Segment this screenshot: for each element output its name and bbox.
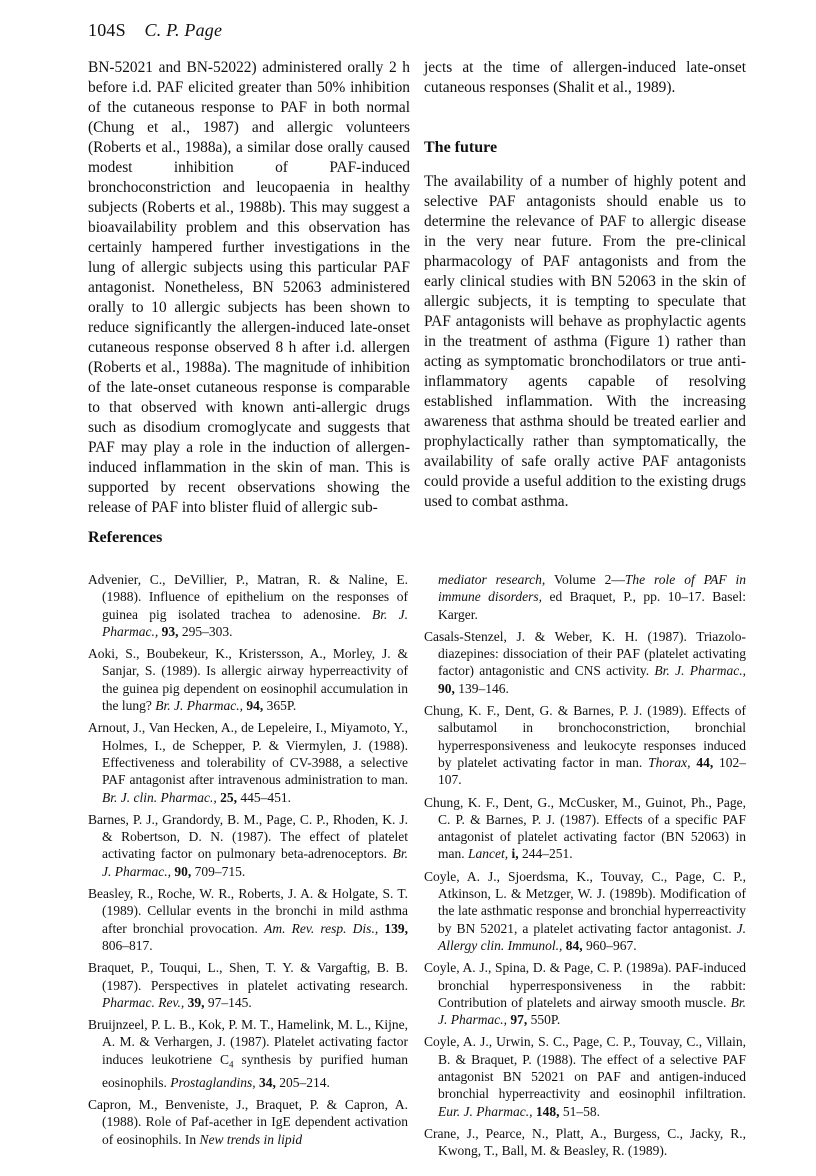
right-body-column <box>424 58 746 512</box>
body-paragraph: BN-52021 and BN-52022) administered orally 2 h before i.d. PAF elicited greater than 50% inhibition of the cutaneous response to PAF in both normal (Chung et al., 1987) and allergic volunteers (Roberts et al., 1988a), a similar dose orally caused modest inhibition of PAF-induced bronchoconstriction and leucopaenia in healthy subjects (Roberts et al., 1988b). This may suggest a bioavailability problem and this observation has certainly hampered further investigations in the lung of allergic subjects using this particular PAF antagonist. Nonetheless, BN 52063 administered orally to 10 allergic subjects has been shown to reduce significantly the allergen-induced late-onset cutaneous response observed 8 h after i.d. allergen (Roberts et al., 1988a). The magnitude of inhibition of the late-onset cutaneous response is comparable to that observed with known anti-allergic drugs such as disodium cromoglycate and suggests that PAF may play a role in the induction of allergen-induced inflammation in the skin of man. This is supported by recent observations showing the release of PAF into blister fluid of allergic sub- <box>88 59 410 516</box>
reference-entry: Chung, K. F., Dent, G. & Barnes, P. J. (1989). Effects of salbutamol in bronchoconstriction, bronchial hyperresponsiveness and leukocyte responses induced by platelet activating factor in man. Thorax, 44, 102–107. <box>424 703 747 788</box>
reference-entry: Casals-Stenzel, J. & Weber, K. H. (1987). Triazolo-diazepines: dissociation of their PAF (platelet activating factor) antagonistic and CNS activity. Br. J. Pharmac., 90, 139–146. <box>424 628 746 696</box>
reference-entry: Barnes, P. J., Grandordy, B. M., Page, C. P., Rhoden, K. J. & Robertson, D. N. (1987). The effect of platelet activating factor on pulmonary beta-adrenoceptors. Br. J. Pharmac., 90, 709–715. <box>88 811 409 879</box>
future-paragraph: The availability of a number of highly potent and selective PAF antagonists should enable us to determine the relevance of PAF to allergic disease in the very near future. From the pre-clinical pharmacology of PAF antagonists and from the early clinical studies with BN 52063 in the skin of allergic subjects, it is tempting to speculate that PAF antagonists will behave as prophylactic agents in the treatment of asthma (Figure 1) rather than acting as symptomatic bronchodilators or true anti-inflammatory agents capable of resolving established inflammation. With the increasing awareness that asthma should be treated earlier and prophylactically rather than symptomatically, the availability of safe orally active PAF antagonists could provide a useful addition to the existing drugs used to combat asthma. <box>424 173 746 510</box>
reference-entry: Coyle, A. J., Sjoerdsma, K., Touvay, C., Page, C. P., Atkinson, L. & Metzger, W. J. (1989b). Modification of the late asthmatic response and bronchial hyperreactivity by BN 52021, a platelet activating factor antagonist. J. Allergy clin. Immunol., 84, 960–967. <box>424 868 747 953</box>
page-number: 104S <box>88 20 126 40</box>
references-left-column <box>88 571 408 1153</box>
running-header <box>88 20 222 41</box>
reference-entry: Aoki, S., Boubekeur, K., Kristersson, A., Morley, J. & Sanjar, S. (1989). Is allergic airway hyperreactivity of the guinea pig dependent on eosinophil accumulation in the lung? Br. J. Pharmac., 94, 365P. <box>88 646 408 714</box>
left-body-column <box>88 58 410 518</box>
reference-entry: Capron, M., Benveniste, J., Braquet, P. & Capron, A. (1988). Role of Paf-acether in IgE dependent activation of eosinophils. In New trends in lipid <box>88 1097 408 1147</box>
section-heading-future: The future <box>424 139 498 156</box>
running-author: C. P. Page <box>144 20 223 40</box>
reference-entry: Advenier, C., DeVillier, P., Matran, R. & Naline, E. (1988). Influence of epithelium on the responses of guinea pig isolated trachea to adenosine. Br. J. Pharmac., 93, 295–303. <box>88 572 409 639</box>
reference-entry: Chung, K. F., Dent, G., McCusker, M., Guinot, Ph., Page, C. P. & Barnes, P. J. (1987). Effects of a specific PAF antagonist of platelet activating factor (BN 52063) in man. Lancet, i, 244–251. <box>424 794 746 862</box>
reference-entry-continuation: mediator research, Volume 2—The role of PAF in immune disorders, ed Braquet, P., pp. 10–17. Basel: Karger. <box>438 572 747 622</box>
reference-entry: Crane, J., Pearce, N., Platt, A., Burgess, C., Jacky, R., Kwong, T., Ball, M. & Beasley, R. (1989). <box>424 1125 746 1159</box>
reference-entry: Beasley, R., Roche, W. R., Roberts, J. A. & Holgate, S. T. (1989). Cellular events in the bronchi in mild asthma after bronchial provocation. Am. Rev. resp. Dis., 139, 806–817. <box>88 886 408 953</box>
references-right-column <box>424 571 746 1165</box>
reference-entry: Braquet, P., Touqui, L., Shen, T. Y. & Vargaftig, B. B. (1987). Perspectives in platelet activating research. Pharmac. Rev., 39, 97–145. <box>88 960 408 1010</box>
references-heading: References <box>88 529 163 546</box>
reference-entry: Coyle, A. J., Urwin, S. C., Page, C. P., Touvay, C., Villain, B. & Braquet, P. (1988). The effect of a selective PAF antagonist BN 52021 on PAF and antigen-induced bronchial hyperreactivity and eosinophil infiltration. Eur. J. Pharmac., 148, 51–58. <box>424 1034 746 1119</box>
body-paragraph-continuation: jects at the time of allergen-induced late-onset cutaneous responses (Shalit et al., 1989). <box>424 59 746 96</box>
reference-entry: Bruijnzeel, P. L. B., Kok, P. M. T., Hamelink, M. L., Kijne, A. M. & Verhargen, J. (1987). Platelet activating factor induces leukotriene $C_4$ synthesis by purified human eosinophils. Prostaglandins, 34, 205–214. <box>88 1017 408 1090</box>
reference-entry: Coyle, A. J., Spina, D. & Page, C. P. (1989a). PAF-induced bronchial hyperresponsiveness in the rabbit: Contribution of platelets and airway smooth muscle. Br. J. Pharmac., 97, 550P. <box>424 960 747 1028</box>
reference-entry: Arnout, J., Van Hecken, A., de Lepeleire, I., Miyamoto, Y., Holmes, I., de Schepper, P. & Viermylen, J. (1988). Effectiveness and tolerability of CV-3988, a selective PAF antagonist after intravenous administration to man. Br. J. clin. Pharmac., 25, 445–451. <box>88 720 408 805</box>
